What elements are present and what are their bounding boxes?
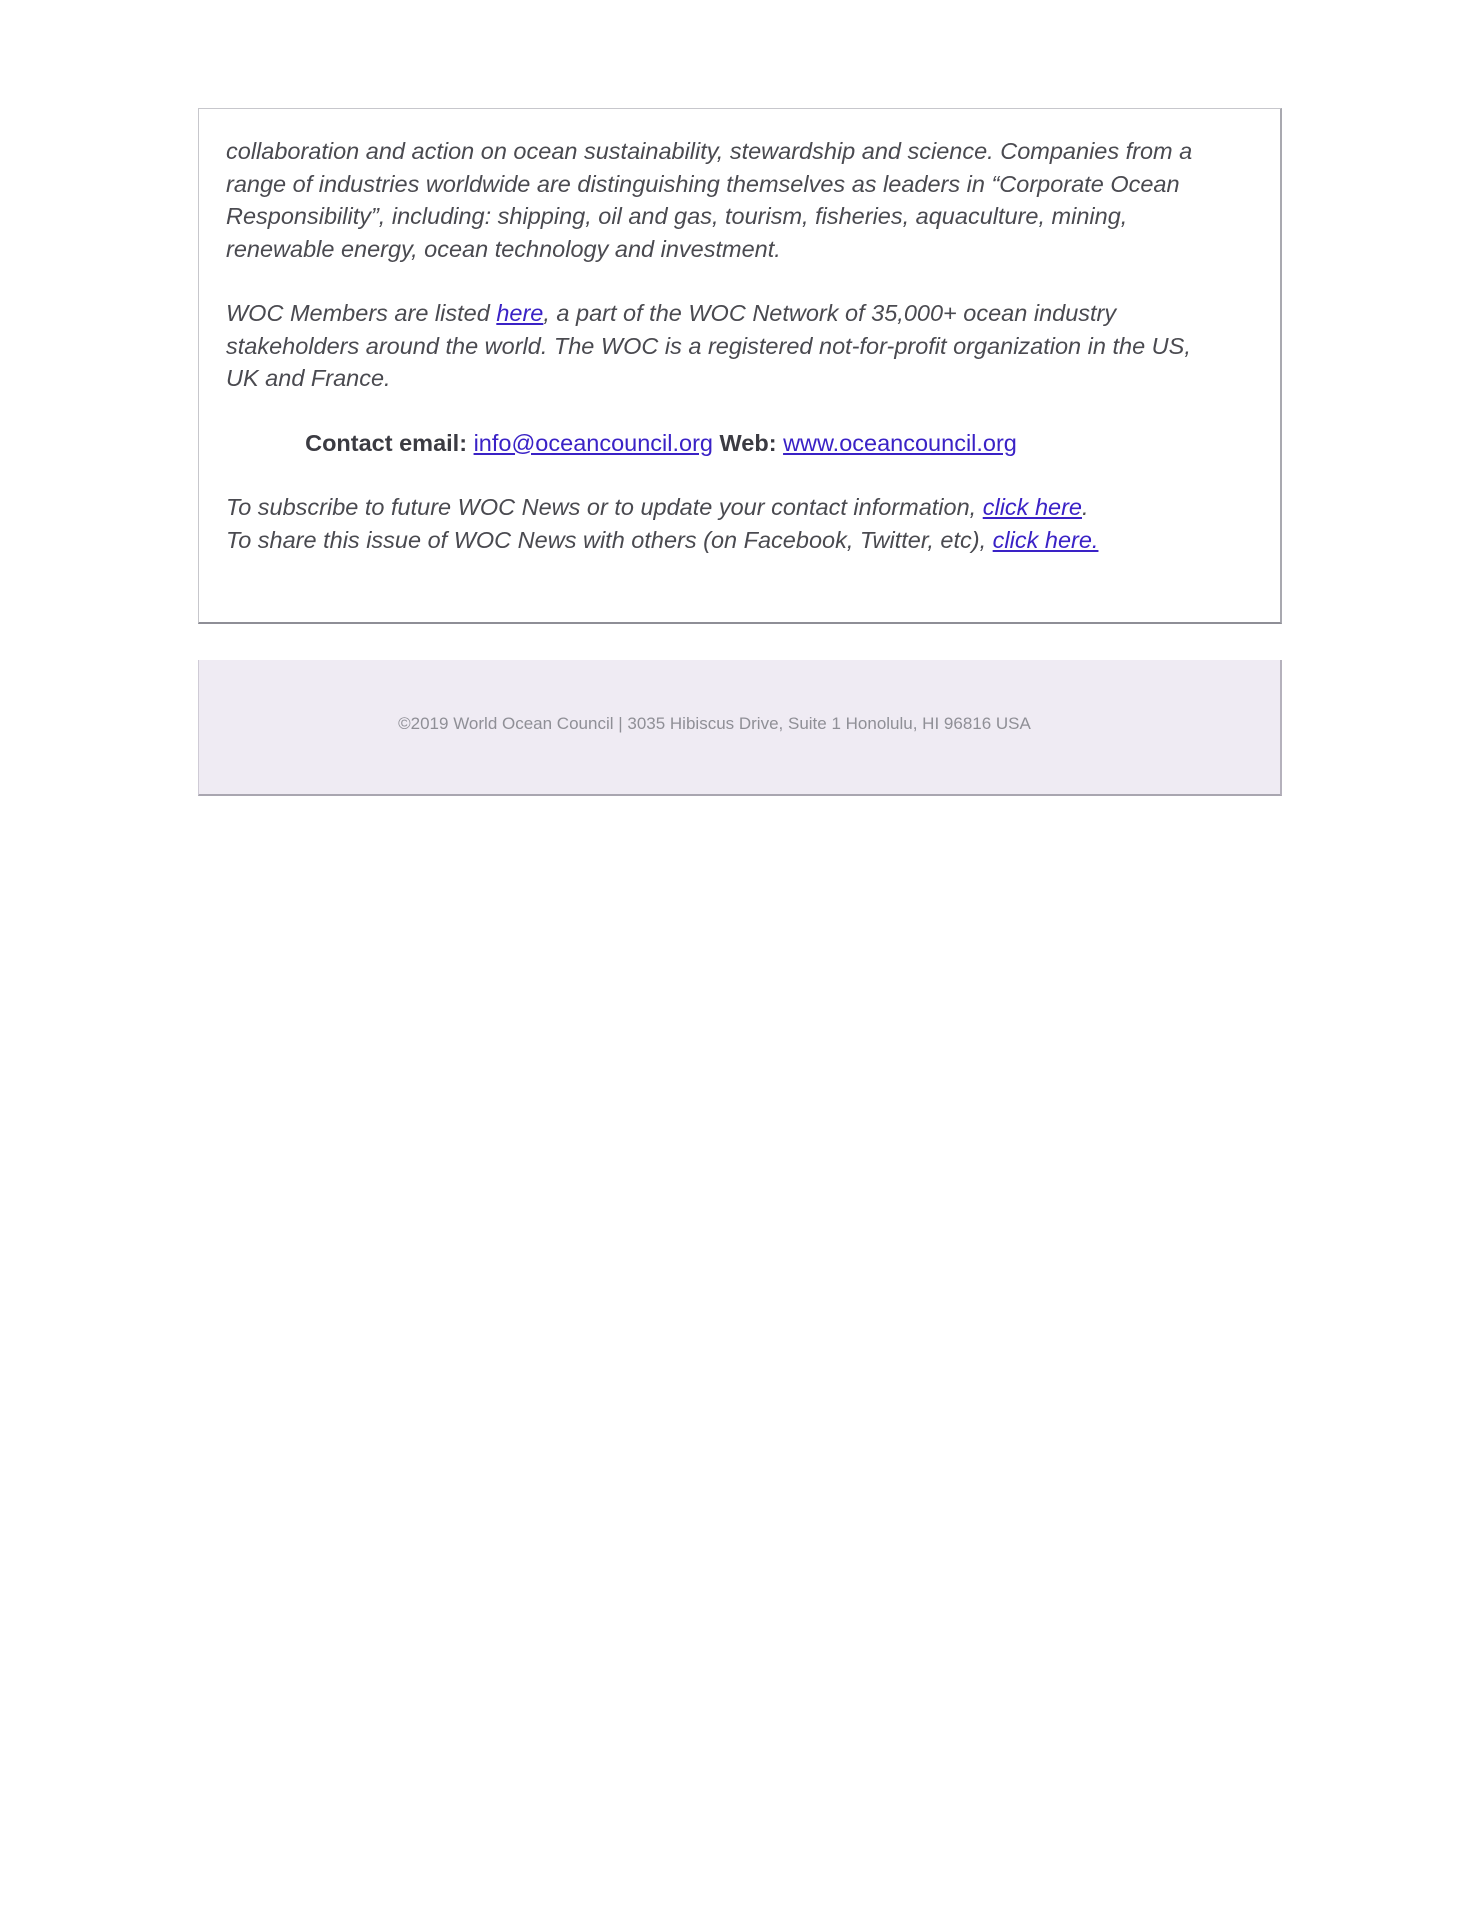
members-link[interactable]: here: [496, 300, 544, 326]
website-link[interactable]: www.oceancouncil.org: [783, 429, 1017, 456]
web-label: Web:: [719, 429, 777, 456]
subscribe-line: [226, 491, 1226, 524]
share-link[interactable]: click here.: [992, 526, 1099, 553]
share-line: [226, 524, 1226, 557]
spacer: [226, 459, 1226, 491]
intro-paragraph: collaboration and action on ocean sustainability, stewardship and science. Companies from a range of industries worldwide are distinguishing themselves as leaders in “Corporate Ocean Responsibility”, including: shipping, oil and gas, tourism, fisheries, aquaculture, mining, renewable energy, ocean technology and investment.: [226, 138, 1193, 262]
members-text-after: , a part of the WOC Network of 35,000+ ocean industry stakeholders around the world. The WOC is a registered not-for-profit organization in the US, UK and France.: [226, 300, 1191, 391]
spacer: [226, 265, 1226, 297]
contact-email-label: Contact email:: [305, 429, 468, 456]
spacer: [226, 395, 1226, 427]
footer-copyright: ©2019 World Ocean Council | 3035 Hibiscus Drive, Suite 1 Honolulu, HI 96816 USA: [398, 714, 1031, 733]
contact-line: [226, 427, 1226, 460]
subscribe-text: To subscribe to future WOC News or to update your contact information,: [226, 494, 983, 520]
subscribe-link[interactable]: click here: [982, 494, 1082, 520]
share-text: To share this issue of WOC News with others (on Facebook, Twitter, etc),: [226, 526, 993, 553]
members-text-before: WOC Members are listed: [226, 300, 497, 326]
newsletter-content-box: [198, 108, 1282, 624]
content-body: [226, 135, 1226, 556]
footer-box: [198, 660, 1282, 796]
contact-email-link[interactable]: info@oceancouncil.org: [473, 429, 713, 456]
subscribe-end: .: [1081, 494, 1089, 520]
members-paragraph: [226, 297, 1226, 395]
